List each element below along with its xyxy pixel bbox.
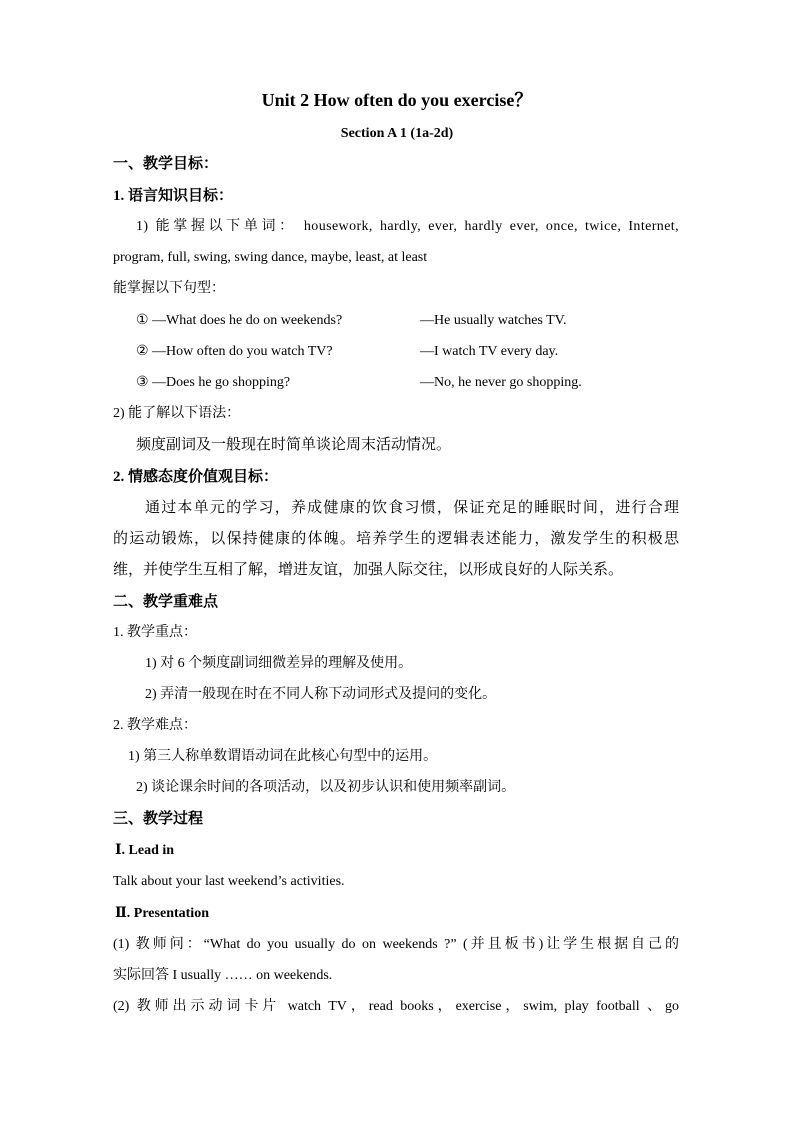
subheading-language-knowledge: 1. 语言知识目标： <box>113 188 234 204</box>
vocab-line-1: 1) 能掌握以下单词： housework, hardly, ever, hardly ever, once, twice, Internet, <box>136 219 679 234</box>
difficulty-item: 1) 第三人称单数谓语动词在此核心句型中的运用。 <box>128 749 438 764</box>
dialogue-answer: —He usually watches TV. <box>420 313 567 328</box>
emotion-paragraph-line-3: 维，并使学生互相了解，增进友谊，加强人际交往，以形成良好的人际关系。 <box>113 562 624 578</box>
subheading-emotion-goals: 2. 情感态度价值观目标： <box>113 469 279 485</box>
key-point-item: 1) 对 6 个频度副词细微差异的理解及使用。 <box>145 656 413 671</box>
lead-in-text: Talk about your last weekend’s activities. <box>113 874 345 889</box>
dialogue-question: ② —How often do you watch TV? <box>136 344 333 359</box>
grammar-text: 频度副词及一般现在时简单谈论周末活动情况。 <box>136 437 452 453</box>
difficulties-label: 2. 教学难点： <box>113 718 197 733</box>
section-heading-key-points: 二、教学重难点 <box>113 594 219 610</box>
presentation-step-1-line-1: (1) 教师问：“What do you usually do on weekends ?” (并且板书)让学生根据自己的 <box>113 937 679 952</box>
presentation-step-1-line-2: 实际回答 I usually …… on weekends. <box>113 968 333 983</box>
dialogue-question: ③ —Does he go shopping? <box>136 375 291 390</box>
difficulty-item: 2) 谈论课余时间的各项活动，以及初步认识和使用频率副词。 <box>136 780 516 795</box>
dialogue-answer: —No, he never go shopping. <box>420 375 582 390</box>
patterns-label: 能掌握以下句型： <box>113 281 225 296</box>
lead-in-heading: Ⅰ. Lead in <box>115 843 175 858</box>
section-heading-process: 三、教学过程 <box>113 811 204 827</box>
page-title: Unit 2 How often do you exercise？ <box>261 90 533 110</box>
key-point-item: 2) 弄清一般现在时在不同人称下动词形式及提问的变化。 <box>145 687 497 702</box>
page-subtitle: Section A 1 (1a-2d) <box>340 126 454 141</box>
presentation-heading: Ⅱ. Presentation <box>115 906 209 921</box>
section-heading-objectives: 一、教学目标： <box>113 156 219 172</box>
key-points-label: 1. 教学重点： <box>113 625 197 640</box>
dialogue-question: ① —What does he do on weekends? <box>136 313 343 328</box>
dialogue-answer: —I watch TV every day. <box>420 344 559 359</box>
presentation-step-2-line-1: (2) 教师出示动词卡片 watch TV，read books，exercise，swim, play football 、go <box>113 999 679 1014</box>
emotion-paragraph-line-2: 的运动锻炼，以保持健康的体魄。培养学生的逻辑表述能力，激发学生的积极思 <box>113 531 679 547</box>
grammar-label: 2) 能了解以下语法： <box>113 406 241 421</box>
vocab-line-2: program, full, swing, swing dance, maybe, least, at least <box>113 250 428 265</box>
emotion-paragraph-line-1: 通过本单元的学习，养成健康的饮食习惯，保证充足的睡眠时间，进行合理 <box>145 500 679 516</box>
